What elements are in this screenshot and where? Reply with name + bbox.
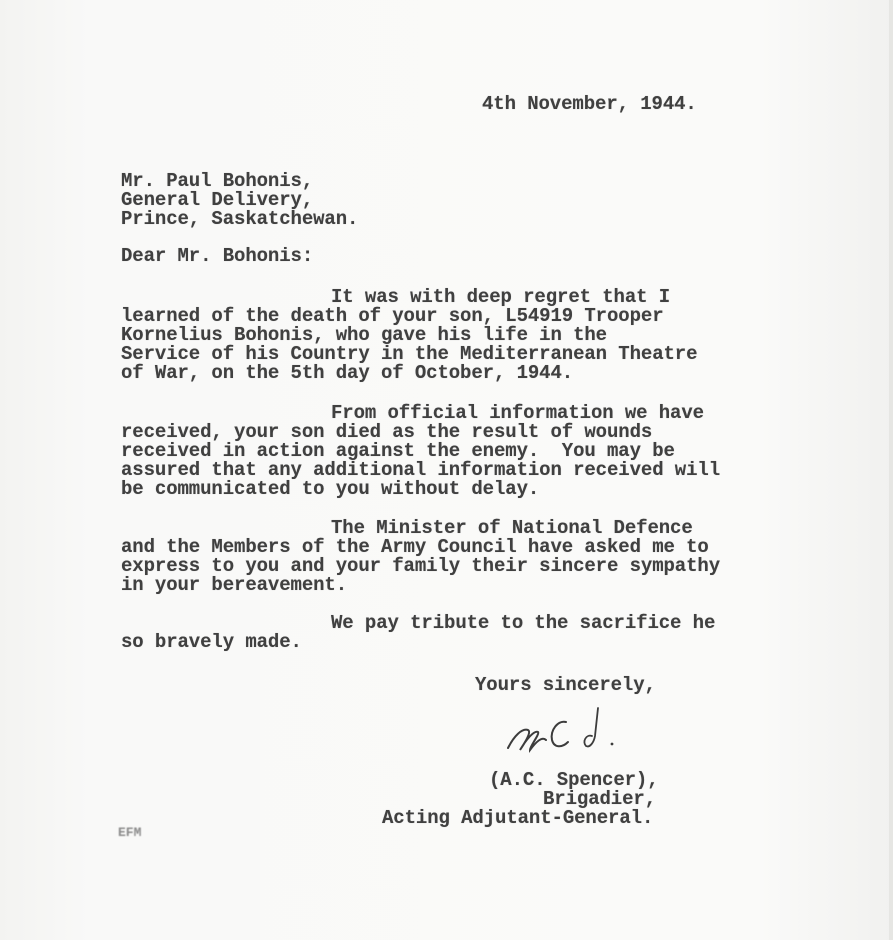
paragraph-4-line: so bravely made. (121, 631, 302, 653)
paragraph-4-line: We pay tribute to the sacrifice he (331, 612, 716, 634)
paragraph-3-line: The Minister of National Defence (331, 517, 693, 539)
paragraph-3-line: in your bereavement. (121, 574, 348, 596)
typist-initials: EFM (118, 825, 142, 840)
letter-date: 4th November, 1944. (482, 93, 697, 115)
paragraph-2-line: assured that any additional information received will (121, 459, 720, 481)
recipient-address-line: General Delivery, (121, 189, 314, 211)
paper-edge (889, 0, 893, 940)
salutation: Dear Mr. Bohonis: (121, 245, 314, 267)
paragraph-1-line: of War, on the 5th day of October, 1944. (121, 362, 574, 384)
paragraph-2-line: be communicated to you without delay. (121, 478, 540, 500)
paragraph-2-line: From official information we have (331, 402, 704, 424)
signatory-name: (A.C. Spencer), (489, 769, 659, 791)
handwritten-signature (500, 700, 640, 760)
paragraph-1-line: Service of his Country in the Mediterranean Theatre (121, 343, 698, 365)
closing: Yours sincerely, (475, 674, 656, 696)
paragraph-1-line: Kornelius Bohonis, who gave his life in the (121, 324, 607, 346)
signatory-rank: Brigadier, (543, 788, 657, 810)
paragraph-2-line: received in action against the enemy. You may be (121, 440, 675, 462)
paragraph-2-line: received, your son died as the result of wounds (121, 421, 653, 443)
paragraph-1-line: It was with deep regret that I (331, 286, 671, 308)
signatory-title: Acting Adjutant-General. (382, 807, 654, 829)
paragraph-3-line: and the Members of the Army Council have asked me to (121, 536, 709, 558)
recipient-city: Prince, Saskatchewan. (121, 208, 359, 230)
paragraph-3-line: express to you and your family their sincere sympathy (121, 555, 720, 577)
recipient-name: Mr. Paul Bohonis, (121, 170, 314, 192)
paragraph-1-line: learned of the death of your son, L54919 Trooper (121, 305, 664, 327)
